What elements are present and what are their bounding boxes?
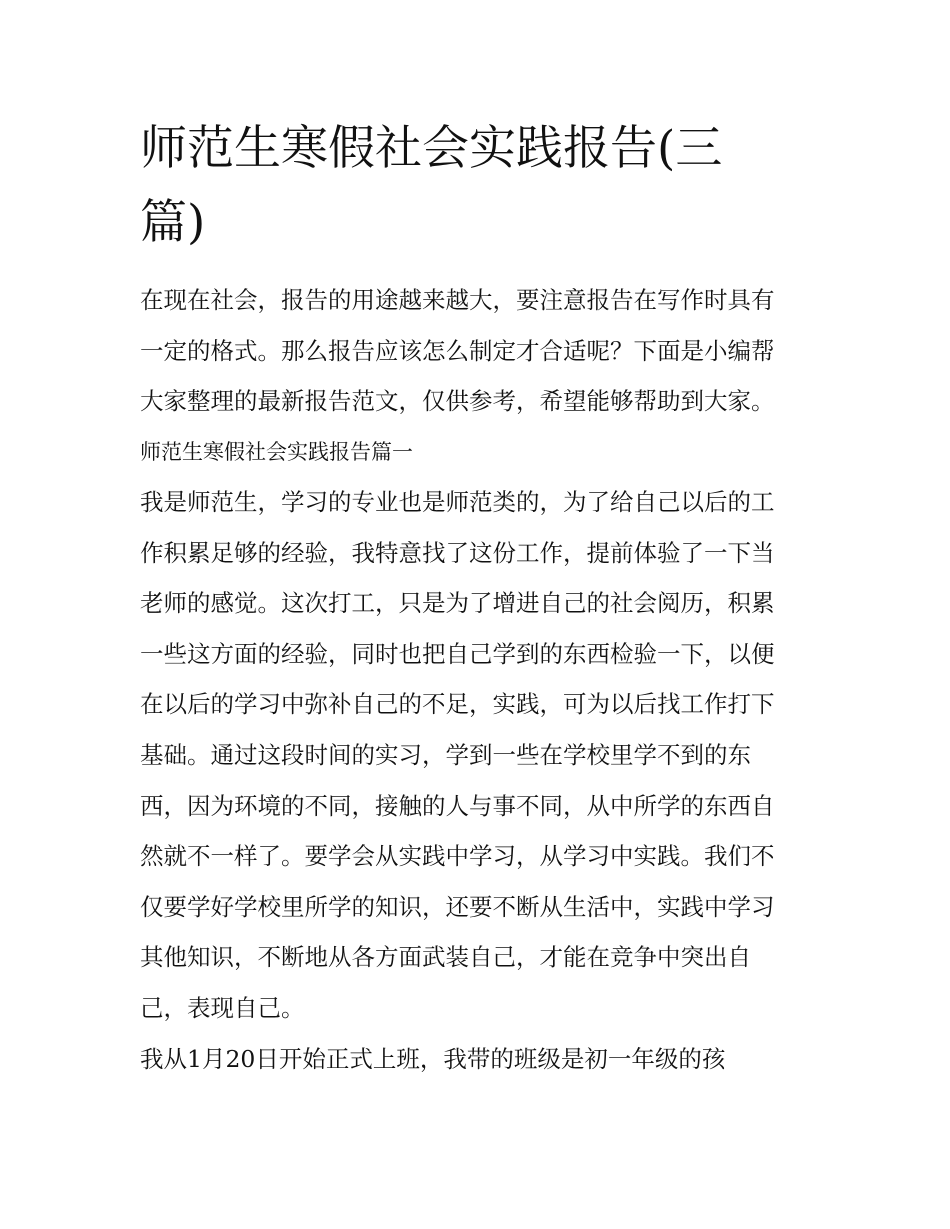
body-line: 一些这方面的经验，同时也把自己学到的东西检验一下，以便 (140, 640, 775, 668)
body-line: 己，表现自己。 (140, 994, 305, 1022)
body-line: 作积累足够的经验，我特意找了这份工作，提前体验了一下当 (140, 539, 775, 567)
document-title: 师范生寒假社会实践报告(三篇) (140, 121, 723, 250)
body-line: 老师的感觉。这次打工，只是为了增进自己的社会阅历，积累 (140, 589, 775, 617)
intro-line: 大家整理的最新报告范文，仅供参考，希望能够帮助到大家。 (140, 387, 775, 415)
section-heading: 师范生寒假社会实践报告篇一 (140, 440, 413, 464)
body-line: 其他知识，不断地从各方面武装自己，才能在竞争中突出自 (140, 943, 751, 971)
body-line: 我从1月20日开始正式上班，我带的班级是初一年级的孩 (140, 1045, 726, 1073)
intro-line: 一定的格式。那么报告应该怎么制定才合适呢？下面是小编帮 (140, 337, 775, 365)
body-line: 在以后的学习中弥补自己的不足，实践，可为以后找工作打下 (140, 690, 775, 718)
body-line: 基础。通过这段时间的实习，学到一些在学校里学不到的东 (140, 741, 751, 769)
body-line: 我是师范生，学习的专业也是师范类的，为了给自己以后的工 (140, 488, 775, 516)
intro-line: 在现在社会，报告的用途越来越大，要注意报告在写作时具有 (140, 286, 775, 314)
body-line: 西，因为环境的不同，接触的人与事不同，从中所学的东西自 (140, 792, 775, 820)
body-line: 仅要学好学校里所学的知识，还要不断从生活中，实践中学习 (140, 893, 775, 921)
body-line: 然就不一样了。要学会从实践中学习，从学习中实践。我们不 (140, 842, 775, 870)
